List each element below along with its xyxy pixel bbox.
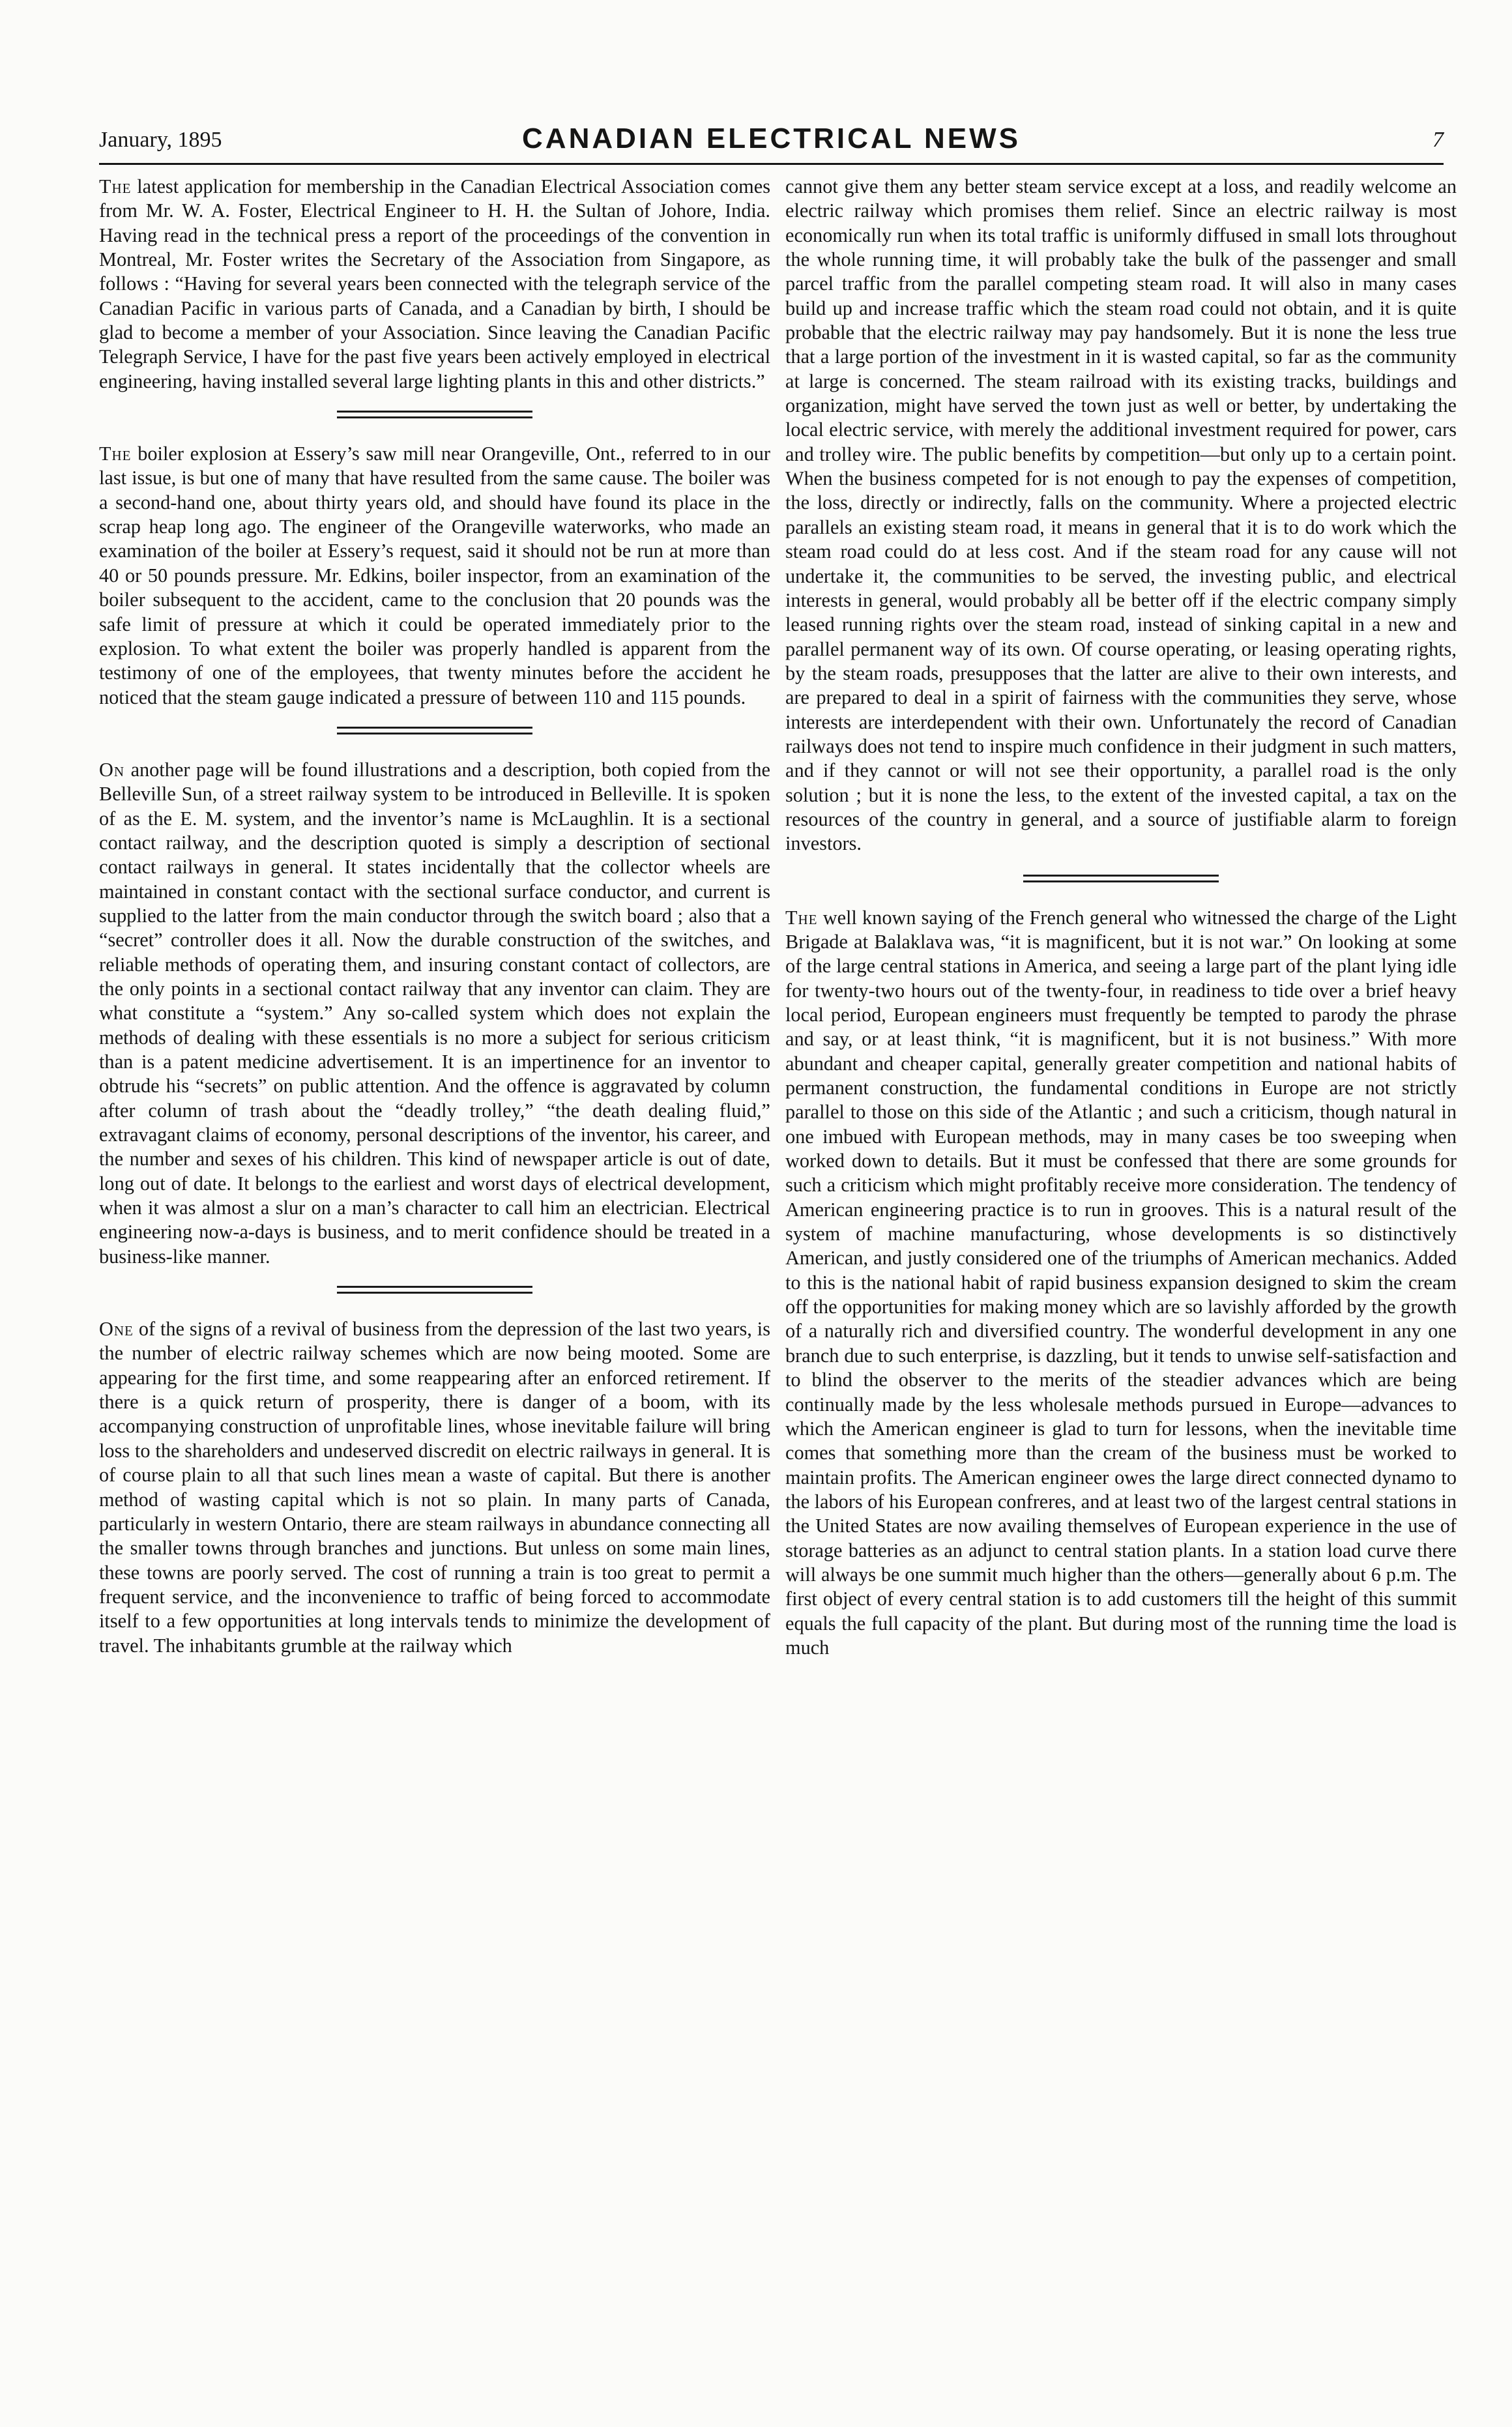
lead-word: The (99, 175, 132, 197)
lead-word: One (99, 1318, 134, 1341)
article-text: cannot give them any better steam service except at a loss, and readily welcome an electric railway which promises them relief. Since an electric railway is most economically run when its total traffic is uniformly diffused in small lots throughout the whole running time, it will probably take the bulk of the passenger and small parcel traffic from the parallel competing steam road. It will also in many cases build up and increase traffic which the steam road could not obtain, and it is quite probable that the electric railway may pay handsomely. But it is none the less true that a large portion of the investment in it is wasted capital, so far as the community at large is concerned. The steam railroad with its existing tracks, buildings and organization, might have served the town just as well or better, by undertaking the local electric service, with merely the additional investment required for power, cars and trolley wire. The public benefits by competition—but only up to a certain point. When the business competed for is not enough to pay the expenses of competition, the loss, directly or indirectly, falls on the community. Where a projected electric parallels an existing steam road, it means in general that it is to do work which the steam road could do at less cost. And if the steam road for any cause will not undertake it, the communities to be served, the investing public, and electrical interests in general, would probably all be better off if the electric company simply leased running rights over the steam road, instead of sinking capital in a new and parallel permanent way of its own. Of course operating, or leasing operating rights, by the steam roads, presupposes that the latter are alive to their own interests, and are prepared to deal in a spirit of fairness with the communities they serve, whose interests are interdependent with their own. Unfortunately the record of Canadian railways does not tend to inspire much confidence in their judgment in such matters, and if they cannot or will not see their opportunity, a parallel road is the only solution ; but it is none the less, to the extent of the invested capital, a tax on the resources of the country in general, and a source of justifiable alarm to foreign investors. (785, 175, 1457, 855)
page-number: 7 (1432, 128, 1444, 152)
article-railway-schemes-continued (785, 175, 1457, 856)
lead-word: The (785, 906, 818, 929)
section-divider (1023, 875, 1219, 882)
article-belleville-railway (99, 758, 770, 1269)
article-text: well known saying of the French general who witnessed the charge of the Light Brigade at Balaklava was, “it is magnificent, but it is not war.” On looking at some of the large central stations in America, and seeing a large part of the plant lying idle for twenty-two hours out of the twenty-four, in readiness to tide over a brief heavy local period, European engineers must frequently be tempted to parody the phrase and say, or at least think, “it is magnificent, but it is not business.” With more abundant and cheaper capital, generally greater competition and national habits of permanent construction, the fundamental conditions in Europe are not strictly parallel to those on this side of the Atlantic ; and such a criticism, though natural in one imbued with European methods, may in many cases be too sweeping when worked down to details. But it must be confessed that there are some grounds for such a criticism which might profitably receive more consideration. The tendency of American engineering practice is to run in grooves. This is a natural result of the system of machine manufacturing, whose developments is so distinctively American, and justly considered one of the triumphs of American mechanics. Added to this is the national habit of rapid business expansion designed to skim the cream off the opportunities for making money which are so lavishly afforded by the growth of a naturally rich and diversified country. The wonderful development in any one branch due to such enterprise, is dazzling, but it tends to unwise self-satisfaction and to blind the observer to the merits of the steadier advances which are being continually made by the less wholesale methods pursued in Europe—advances to which the American engineer is glad to turn for lessons, when the inevitable time comes that something more than the cream of the business must be worked to maintain profits. The American engineer owes the large direct connected dynamo to the labors of his European confreres, and at least two of the largest central stations in the United States are now availing themselves of European experience in the use of storage batteries as an adjunct to central station plants. In a station load curve there will always be one summit much higher than the others—generally about 6 p.m. The first object of every central station is to add customers till the height of this summit equals the full capacity of the plant. But during most of the running time the load is much (785, 906, 1457, 1659)
left-column (99, 175, 770, 1658)
issue-date: January, 1895 (99, 128, 222, 152)
right-column (785, 175, 1457, 1660)
page-header (99, 123, 1444, 165)
section-divider (337, 727, 532, 734)
article-railway-schemes (99, 1317, 770, 1658)
lead-word: The (99, 443, 132, 465)
article-text: of the signs of a revival of business from the depression of the last two years, is the number of electric railway schemes which are now being mooted. Some are appearing for the first time, and some reappearing after an enforced retirement. If there is a quick return of prosperity, there is danger of a boom, with its accompanying construction of unprofitable lines, whose inevitable failure will bring loss to the shareholders and undeserved discredit on electric railways in general. It is of course plain to all that such lines mean a waste of capital. But there is another method of wasting capital which is not so plain. In many parts of Canada, particularly in western Ontario, there are steam railways in abundance connecting all the smaller towns through branches and junctions. But unless on some main lines, these towns are poorly served. The cost of running a train is too great to permit a frequent service, and the inconvenience to traffic of being forced to accommodate itself to a few opportunities at long intervals tends to minimize the development of travel. The inhabitants grumble at the railway which (99, 1318, 770, 1657)
article-american-engineering (785, 906, 1457, 1661)
article-text: boiler explosion at Essery’s saw mill near Orangeville, Ont., referred to in our last issue, is but one of many that have resulted from the same cause. The boiler was a second-hand one, about thirty years old, and should have found its place in the scrap heap long ago. The engineer of the Orangeville waterworks, who made an examination of the boiler at Essery’s request, said it should not be run at more than 40 or 50 pounds pressure. Mr. Edkins, boiler inspector, from an examination of the boiler subsequent to the accident, came to the conclusion that 20 pounds was the safe limit of pressure at which it could be operated immediately prior to the explosion. To what extent the boiler was properly handled is apparent from the testimony of one of the employees, that twenty minutes before the accident he noticed that the steam gauge indicated a pressure of between 110 and 115 pounds. (99, 443, 771, 708)
masthead-title: CANADIAN ELECTRICAL NEWS (522, 123, 1021, 154)
section-divider (337, 411, 532, 418)
lead-word: On (99, 758, 125, 781)
article-membership (99, 175, 770, 394)
article-text: latest application for membership in the Canadian Electrical Association comes from Mr. W. A. Foster, Electrical Engineer to H. H. the Sultan of Johore, India. Having read in the technical press a report of the proceedings of the convention in Montreal, Mr. Foster writes the Secretary of the Association from Singapore, as follows : “Having for several years been connected with the telegraph service of the Canadian Pacific in various parts of Canada, and a Canadian by birth, I should be glad to become a member of your Association. Since leaving the Canadian Pacific Telegraph Service, I have for the past five years been actively employed in electrical engineering, having installed several large lighting plants in this and other districts.” (99, 175, 770, 392)
section-divider (337, 1286, 532, 1294)
article-text: another page will be found illustrations and a description, both copied from the Belleville Sun, of a street railway system to be introduced in Belleville. It is spoken of as the E. M. system, and the inventor’s name is McLaughlin. It is a sectional contact railway, and the description quoted is simply a description of sectional contact railways in general. It states incidentally that the collector wheels are maintained in constant contact with the sectional surface conductor, and current is supplied to the latter from the main conductor through the switch board ; also that a “secret” controller does it all. Now the durable construction of the switches, and reliable methods of operating them, and insuring constant contact of collectors, are the only points in a sectional contact railway that any inventor can claim. They are what constitute a “system.” Any so-called system which does not explain the methods of dealing with these essentials is no more a subject for serious criticism than is a patent medicine advertisement. It is an impertinence for an inventor to obtrude his “secrets” on public attention. And the offence is aggravated by column after column of trash about the “deadly trolley,” “the death dealing fluid,” extravagant claims of economy, personal descriptions of the inventor, his career, and the number and sexes of his children. This kind of newspaper article is out of date, long out of date. It belongs to the earliest and worst days of electrical development, when it was almost a slur on a man’s character to call him an electrician. Electrical engineering now-a-days is business, and to merit confidence should be treated in a business-like manner. (99, 758, 770, 1268)
article-boiler-explosion (99, 442, 770, 710)
